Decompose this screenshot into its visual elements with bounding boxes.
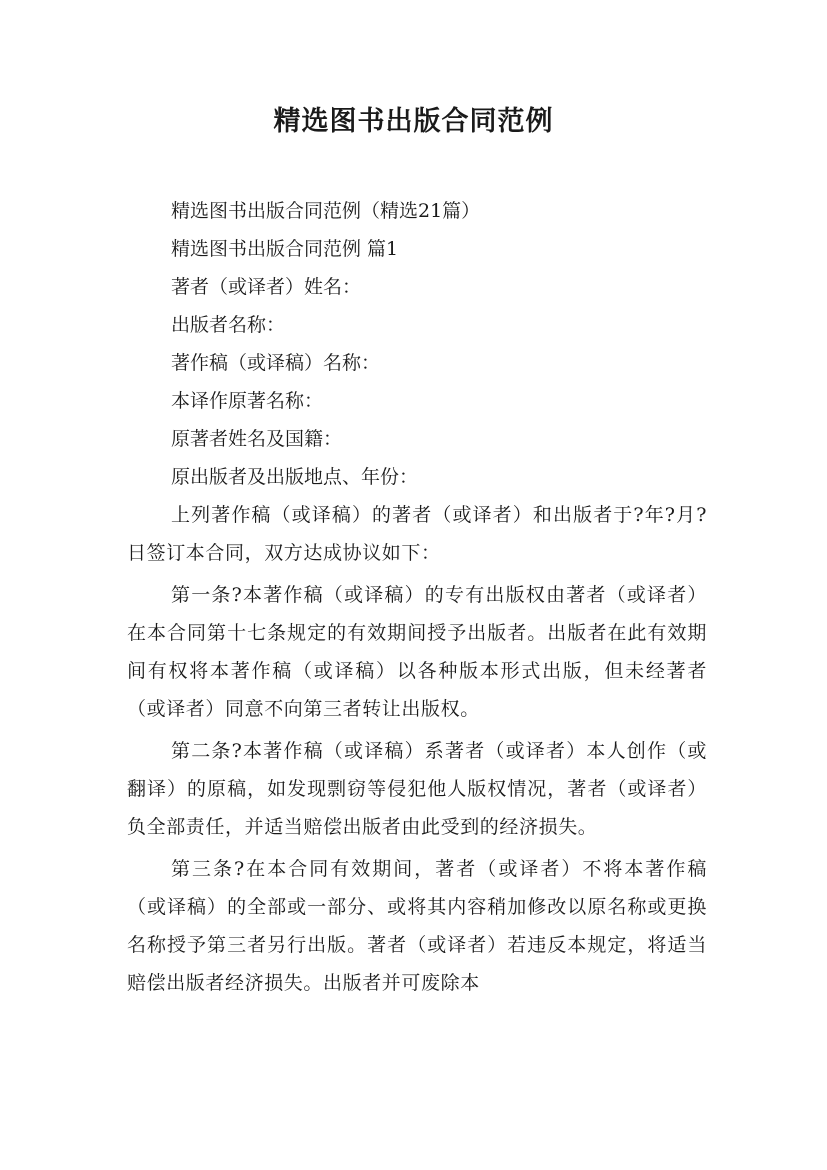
paragraph-article-1: 第一条?本著作稿（或译稿）的专有出版权由著者（或译者）在本合同第十七条规定的有效期间授予出版者。出版者在此有效期间有权将本著作稿（或译稿）以各种版本形式出版，但未经著者（或译者）同意不向第三者转让出版权。 (127, 584, 707, 720)
document-title: 精选图书出版合同范例 (273, 106, 554, 137)
text-line: 精选图书出版合同范例（精选21篇） (171, 200, 481, 222)
paragraph-article-2: 第二条?本著作稿（或译稿）系著者（或译者）本人创作（或翻译）的原稿，如发现剽窃等侵犯他人版权情况，著者（或译者）负全部责任，并适当赔偿出版者由此受到的经济损失。 (127, 740, 707, 838)
field-label-original-publisher: 原出版者及出版地点、年份： (171, 466, 419, 488)
document-body (127, 192, 707, 1002)
field-label-author: 著者（或译者）姓名： (171, 276, 362, 298)
field-label-publisher: 出版者名称： (171, 314, 286, 336)
field-label-original-title: 本译作原著名称： (171, 390, 324, 412)
paragraph-intro: 上列著作稿（或译稿）的著者（或译者）和出版者于?年?月?日签订本合同，双方达成协议如下： (127, 504, 707, 564)
field-label-manuscript: 著作稿（或译稿）名称： (171, 352, 381, 374)
text-line: 精选图书出版合同范例 篇1 (171, 238, 399, 260)
paragraph-article-3: 第三条?在本合同有效期间，著者（或译者）不将本著作稿（或译稿）的全部或一部分、或将其内容稍加修改以原名称或更换名称授予第三者另行出版。著者（或译者）若违反本规定，将适当赔偿出版者经济损失。出版者并可废除本 (127, 858, 707, 994)
field-label-original-author: 原著者姓名及国籍： (171, 428, 343, 450)
